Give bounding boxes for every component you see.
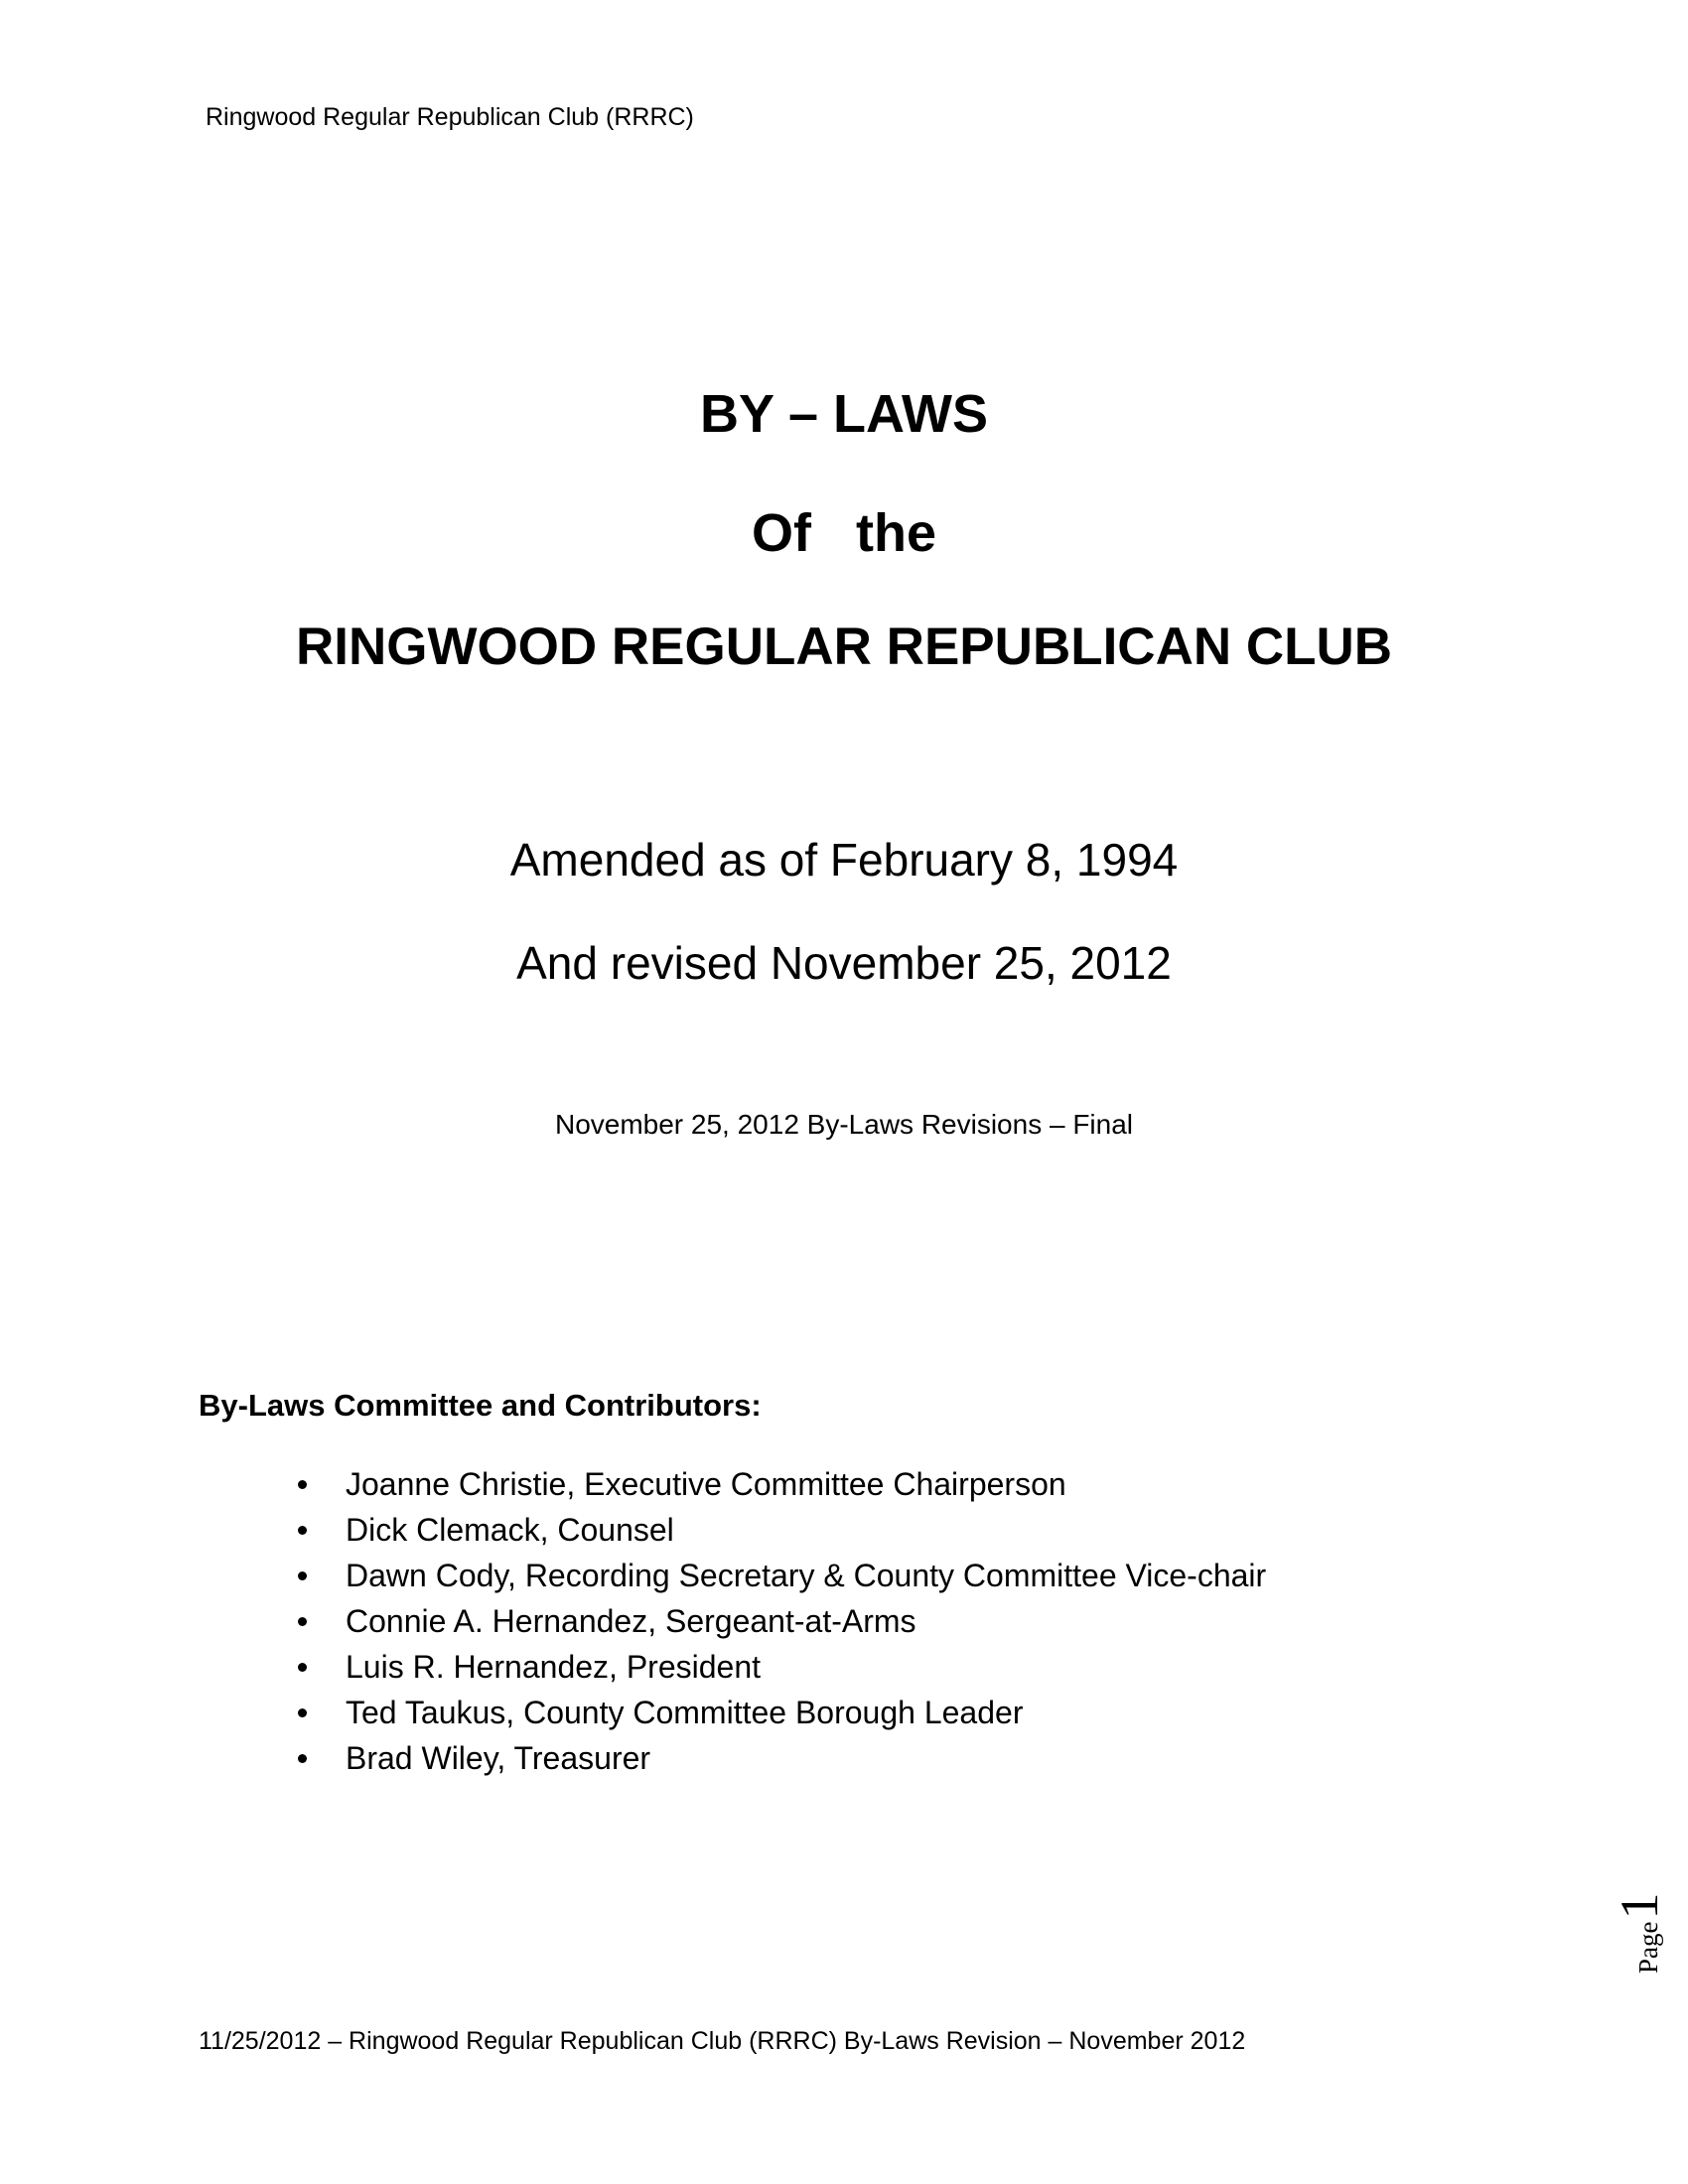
committee-member	[298, 1553, 1266, 1598]
page-number-rotated	[1609, 1893, 1670, 1974]
committee-member	[298, 1690, 1266, 1735]
bullet-icon	[298, 1754, 307, 1763]
committee-member	[298, 1461, 1266, 1507]
title-line-2	[0, 501, 1688, 565]
title-line-1: BY – LAWS	[699, 384, 989, 444]
member-text: Connie A. Hernandez, Sergeant-at-Arms	[346, 1603, 916, 1639]
revision-note: November 25, 2012 By-Laws Revisions – Final	[554, 1109, 1134, 1140]
committee-member	[298, 1507, 1266, 1553]
member-text: Joanne Christie, Executive Committee Chairperson	[346, 1466, 1066, 1502]
committee-heading: By-Laws Committee and Contributors:	[199, 1388, 762, 1423]
page-label: Page	[1633, 1921, 1663, 1974]
revised-date: And revised November 25, 2012	[516, 937, 1172, 989]
title-line-2-text: Of the	[752, 503, 936, 563]
bullet-icon	[298, 1663, 307, 1672]
page-number-value: 1	[1610, 1892, 1669, 1920]
member-text: Brad Wiley, Treasurer	[346, 1740, 651, 1776]
member-text: Luis R. Hernandez, President	[346, 1649, 761, 1685]
bullet-icon	[298, 1526, 307, 1535]
running-header: Ringwood Regular Republican Club (RRRC)	[206, 103, 694, 131]
committee-member	[298, 1735, 1266, 1781]
committee-member	[298, 1644, 1266, 1690]
committee-member-list	[298, 1461, 1266, 1781]
amended-date: Amended as of February 8, 1994	[509, 834, 1179, 886]
member-text: Dick Clemack, Counsel	[346, 1512, 674, 1548]
title-line-3: RINGWOOD REGULAR REPUBLICAN CLUB	[295, 617, 1393, 676]
bullet-icon	[298, 1708, 307, 1717]
committee-member	[298, 1598, 1266, 1644]
bullet-icon	[298, 1480, 307, 1489]
running-footer: 11/25/2012 – Ringwood Regular Republican Club (RRRC) By-Laws Revision – November 2012	[199, 2027, 1246, 2055]
bullet-icon	[298, 1617, 307, 1626]
bullet-icon	[298, 1571, 307, 1580]
page-number	[1559, 1866, 1669, 1976]
member-text: Dawn Cody, Recording Secretary & County Committee Vice-chair	[346, 1558, 1267, 1593]
member-text: Ted Taukus, County Committee Borough Leader	[346, 1695, 1024, 1730]
